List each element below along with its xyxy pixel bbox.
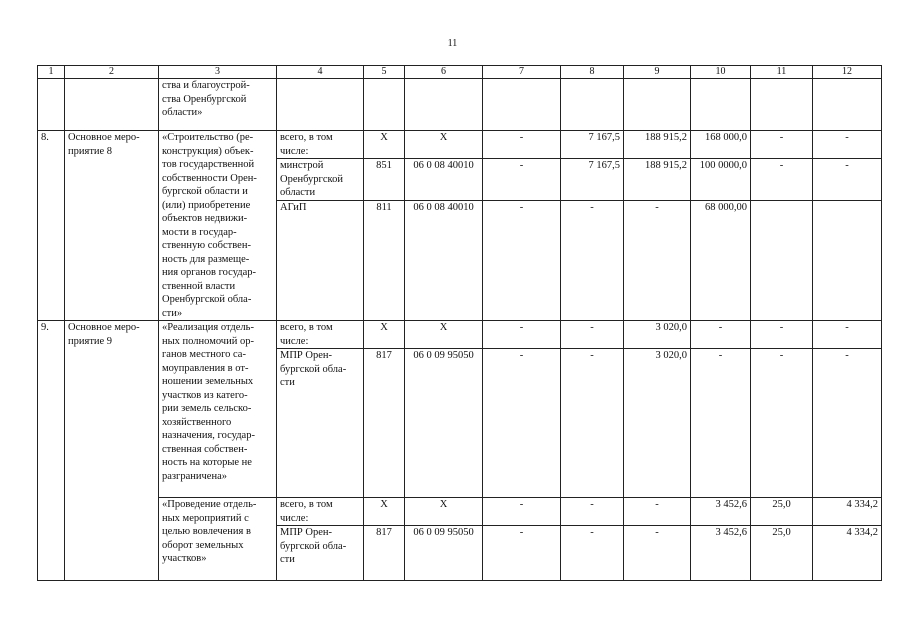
column-header: 12 <box>813 66 882 79</box>
table-row <box>38 131 882 159</box>
table-cell <box>364 79 405 131</box>
value-cell: - <box>751 349 813 498</box>
budget-code: 06 0 09 95050 <box>405 349 483 498</box>
table-cell <box>405 79 483 131</box>
column-header: 8 <box>561 66 624 79</box>
value-cell: 7 167,5 <box>561 131 624 159</box>
measure-description: «Строительство (ре- конструкция) объек- тов государственной собственности Орен- бургской области и (или) приобретение объектов недвижи- мости в государ- ственную собствен- ность для размеще- ния органов государ- ственной власти Оренбургской обла- сти» <box>159 131 277 321</box>
executor: всего, в том числе: <box>277 321 364 349</box>
grbs-code: 817 <box>364 526 405 581</box>
value-cell: - <box>691 349 751 498</box>
table-cell <box>691 79 751 131</box>
value-cell: - <box>483 349 561 498</box>
grbs-code: Х <box>364 321 405 349</box>
page-number: 11 <box>447 38 458 49</box>
value-cell: - <box>561 526 624 581</box>
value-cell: 25,0 <box>751 498 813 526</box>
executor: МПР Орен- бургской обла- сти <box>277 526 364 581</box>
value-cell: 188 915,2 <box>624 159 691 201</box>
column-header: 3 <box>159 66 277 79</box>
value-cell: 25,0 <box>751 526 813 581</box>
budget-code: 06 0 08 40010 <box>405 201 483 321</box>
value-cell: - <box>483 201 561 321</box>
budget-code: Х <box>405 498 483 526</box>
value-cell: - <box>624 498 691 526</box>
value-cell: - <box>483 321 561 349</box>
row-number: 9. <box>38 321 65 581</box>
value-cell: 3 020,0 <box>624 349 691 498</box>
budget-code: 06 0 08 40010 <box>405 159 483 201</box>
value-cell: - <box>624 526 691 581</box>
column-header: 9 <box>624 66 691 79</box>
value-cell <box>813 201 882 321</box>
value-cell: 4 334,2 <box>813 498 882 526</box>
value-cell: - <box>751 159 813 201</box>
column-header: 11 <box>751 66 813 79</box>
value-cell: - <box>751 321 813 349</box>
value-cell: 3 452,6 <box>691 498 751 526</box>
executor: всего, в том числе: <box>277 498 364 526</box>
measure-description: «Проведение отдель- ных мероприятий с целью вовлечения в оборот земельных участков» <box>159 498 277 581</box>
column-header: 1 <box>38 66 65 79</box>
value-cell: 100 0000,0 <box>691 159 751 201</box>
grbs-code: Х <box>364 131 405 159</box>
value-cell: - <box>691 321 751 349</box>
value-cell: - <box>483 131 561 159</box>
value-cell: 168 000,0 <box>691 131 751 159</box>
column-header: 7 <box>483 66 561 79</box>
column-header: 5 <box>364 66 405 79</box>
table-cell <box>38 79 65 131</box>
grbs-code: 851 <box>364 159 405 201</box>
value-cell: 4 334,2 <box>813 526 882 581</box>
value-cell: 68 000,00 <box>691 201 751 321</box>
executor: АГиП <box>277 201 364 321</box>
measure-name: Основное меро- приятие 8 <box>65 131 159 321</box>
header-row <box>38 66 882 79</box>
row-number: 8. <box>38 131 65 321</box>
value-cell: - <box>561 349 624 498</box>
value-cell: - <box>483 526 561 581</box>
measure-name: Основное меро- приятие 9 <box>65 321 159 581</box>
value-cell: 3 452,6 <box>691 526 751 581</box>
grbs-code: Х <box>364 498 405 526</box>
value-cell: - <box>561 498 624 526</box>
table-cell <box>277 79 364 131</box>
table-row <box>38 321 882 349</box>
program-table <box>37 65 882 581</box>
measure-description: «Реализация отдель- ных полномочий ор- ганов местного са- моуправления в от- ношении земельных участков из катего- рии земель сельско- хозяйственного назначения, государ- ственная собствен- ность на которые не разграничена» <box>159 321 277 498</box>
value-cell: - <box>813 159 882 201</box>
budget-code: Х <box>405 131 483 159</box>
value-cell: - <box>483 159 561 201</box>
executor: МПР Орен- бургской обла- сти <box>277 349 364 498</box>
column-header: 4 <box>277 66 364 79</box>
grbs-code: 811 <box>364 201 405 321</box>
value-cell: - <box>561 201 624 321</box>
value-cell: - <box>751 131 813 159</box>
column-header: 2 <box>65 66 159 79</box>
grbs-code: 817 <box>364 349 405 498</box>
table-cell <box>624 79 691 131</box>
table-row <box>38 498 882 526</box>
value-cell: - <box>813 321 882 349</box>
value-cell: - <box>561 321 624 349</box>
continued-description: ства и благоустрой- ства Оренбургской области» <box>159 79 277 131</box>
value-cell: 188 915,2 <box>624 131 691 159</box>
table-cell <box>483 79 561 131</box>
table-cell <box>751 79 813 131</box>
executor: минстрой Оренбургской области <box>277 159 364 201</box>
value-cell: - <box>624 201 691 321</box>
value-cell: - <box>483 498 561 526</box>
table-cell <box>65 79 159 131</box>
value-cell: - <box>813 131 882 159</box>
budget-code: 06 0 09 95050 <box>405 526 483 581</box>
table-row <box>38 79 882 131</box>
executor: всего, в том числе: <box>277 131 364 159</box>
value-cell: 3 020,0 <box>624 321 691 349</box>
table-cell <box>561 79 624 131</box>
value-cell <box>751 201 813 321</box>
table-cell <box>813 79 882 131</box>
value-cell: - <box>813 349 882 498</box>
column-header: 6 <box>405 66 483 79</box>
value-cell: 7 167,5 <box>561 159 624 201</box>
column-header: 10 <box>691 66 751 79</box>
budget-code: Х <box>405 321 483 349</box>
